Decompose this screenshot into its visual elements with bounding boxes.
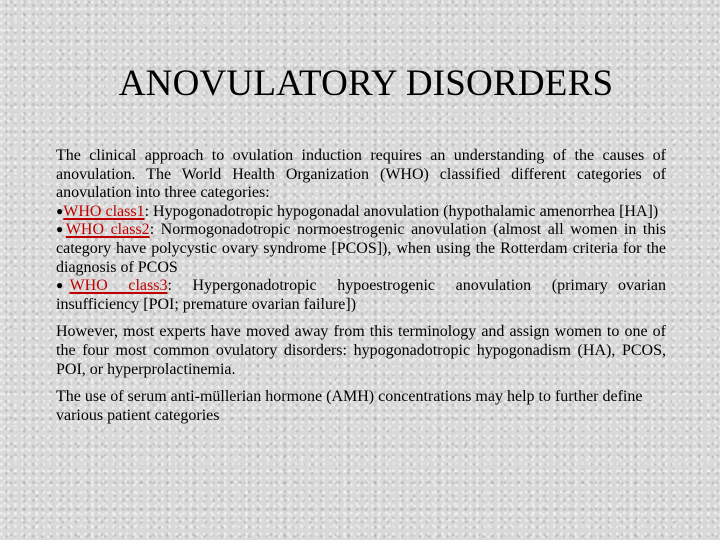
amh-paragraph: The use of serum anti-müllerian hormone (AMH) concentrations may help to further define various patient categories <box>56 388 643 424</box>
who-class-3-link[interactable]: WHO class3 <box>69 277 168 295</box>
slide-title: ANOVULATORY DISORDERS <box>118 63 614 104</box>
who-class-2-item <box>56 221 666 277</box>
who-class-1-item <box>56 203 666 222</box>
who-class-2-link[interactable]: WHO class2 <box>65 221 150 239</box>
bullet-icon: ● <box>56 278 70 293</box>
bullet-icon: ● <box>56 203 64 218</box>
who-class-3-item <box>56 277 671 314</box>
who-class-1-link[interactable]: WHO class1 <box>63 202 145 220</box>
who-class-1-description: : Hypogonadotropic hypogonadal anovulation (hypothalamic amenorrhea [HA]) <box>144 202 659 220</box>
terminology-paragraph: However, most experts have moved away from this terminology and assign women to one of the four most common ovulatory disorders: hypogonadotropic hypogonadism (HA), PCOS, POI, or hyperprolactinemia. <box>56 323 666 378</box>
slide-body <box>56 147 671 425</box>
bullet-icon: ● <box>56 222 66 237</box>
intro-paragraph: The clinical approach to ovulation induction requires an understanding of the causes of anovulation. The World Health Organization (WHO) classified different categories of anovulation into three categories: <box>56 147 666 202</box>
who-class-3-description: : Hypergonadotropic hypoestrogenic anovulation (primary ovarian insufficiency [POI; premature ovarian failure]) <box>56 277 671 313</box>
who-class-2-description: : Normogonadotropic normoestrogenic anovulation (almost all women in this category have polycystic ovary syndrome [PCOS]), when using the Rotterdam criteria for the diagnosis of PCOS <box>56 221 667 276</box>
